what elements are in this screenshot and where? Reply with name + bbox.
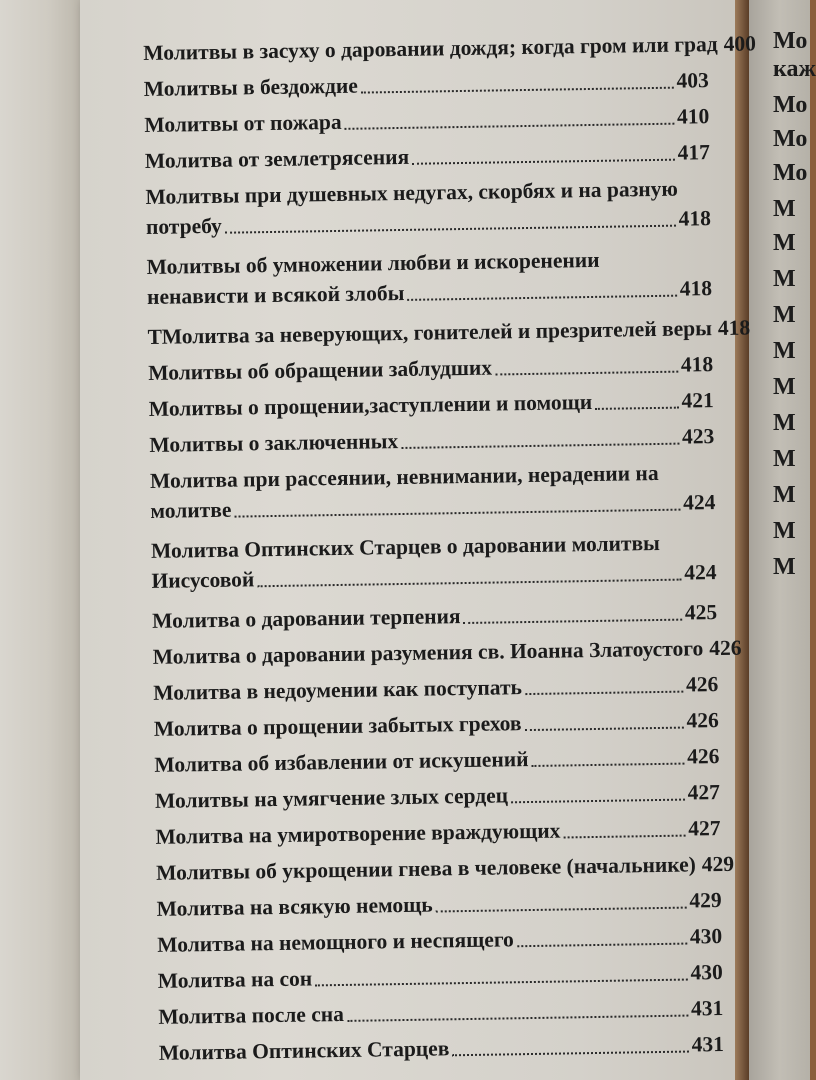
toc-page-number: 430 — [690, 960, 723, 985]
toc-page-number: 421 — [681, 388, 714, 413]
dot-leader — [563, 834, 685, 839]
toc-entry-title: Молитва об избавлении от искушений — [154, 747, 529, 777]
toc-entry — [155, 849, 735, 888]
toc-entry — [145, 173, 711, 242]
dot-leader — [347, 1014, 688, 1022]
toc-page-number: 425 — [684, 600, 718, 625]
toc-page-number: 426 — [686, 708, 719, 733]
facing-page-fragment: М — [773, 410, 796, 436]
dot-leader — [452, 1050, 688, 1057]
facing-page-fragment: М — [773, 338, 796, 364]
toc-entry-title: Молитвы о прощении,заступлении и помощи — [148, 389, 593, 421]
facing-page-fragment: Мо — [773, 126, 808, 152]
toc-entry-title: Молитвы об укрощении гнева в человеке (начальнике) — [155, 852, 697, 885]
toc-entry-title: Молитва Оптинских Старцев — [158, 1036, 450, 1065]
toc-entry — [156, 885, 721, 924]
toc-entry-title: Молитва на умиротворение враждующих — [155, 818, 561, 849]
toc-entry — [155, 813, 720, 852]
toc-entry — [144, 101, 709, 140]
desk-surface — [0, 0, 80, 1080]
toc-page-number: 403 — [676, 68, 709, 93]
toc-entry — [149, 385, 714, 424]
toc-page-number: 400 — [723, 31, 757, 56]
facing-page-fragment: М — [773, 302, 796, 328]
facing-page-fragment: Мо — [773, 92, 808, 118]
toc-entry-title-line1: Молитва Оптинских Старцев о даровании молитвы — [150, 530, 661, 563]
toc-entry-title: Молитвы в засуху о даровании дождя; когда гром или град — [143, 31, 718, 65]
toc-page-number: 424 — [684, 560, 717, 585]
toc-entry — [154, 705, 719, 744]
toc-entry-title-line1: Молитвы при душевных недугах, скорбях и на разную — [145, 176, 679, 209]
dot-leader — [234, 508, 680, 518]
toc-entry-title: Молитва после сна — [158, 1001, 345, 1029]
dot-leader — [345, 122, 674, 130]
facing-page-fragment: Мо — [773, 160, 808, 186]
toc-page-number: 410 — [676, 104, 710, 129]
toc-entry — [154, 741, 719, 780]
toc-page-number: 431 — [690, 996, 724, 1021]
toc-entry-title: ненависти и всякой злобы — [146, 280, 405, 309]
toc-entry — [150, 457, 716, 526]
facing-page-fragment: каж — [773, 56, 816, 82]
dot-leader — [525, 690, 683, 695]
facing-page-fragment: М — [773, 482, 796, 508]
toc-entry — [157, 921, 722, 960]
toc-entry — [144, 65, 709, 104]
toc-entry-title: Молитвы в бездождие — [143, 73, 358, 101]
toc-entry-title: Иисусовой — [151, 567, 255, 593]
toc-page-number: 418 — [679, 276, 713, 301]
toc-entry — [159, 1029, 724, 1068]
toc-page-number: 418 — [678, 206, 712, 231]
toc-page-number: 427 — [687, 780, 721, 805]
toc-page-number: 426 — [686, 744, 720, 769]
toc-entry-title: Молитва на сон — [157, 966, 313, 993]
toc-entry-title: молитве — [150, 497, 232, 523]
toc-entry — [149, 421, 714, 460]
dot-leader — [511, 798, 685, 804]
facing-page-fragment: М — [773, 554, 796, 580]
dot-leader — [595, 406, 678, 410]
toc-entry — [152, 597, 717, 636]
toc-page-number: 429 — [701, 851, 735, 877]
dot-leader — [464, 618, 682, 624]
toc-entry-title-line1: Молитвы об умножении любви и искоренении — [146, 247, 600, 279]
toc-entry-title: Молитва от землетрясения — [144, 144, 410, 173]
toc-entry-title: Молитвы об обращении заблудших — [148, 355, 493, 385]
dot-leader — [412, 158, 675, 165]
toc-entry — [151, 527, 717, 596]
toc-entry — [147, 313, 751, 352]
toc-page-number: 417 — [677, 140, 711, 165]
toc-page-number: 429 — [689, 888, 722, 913]
dot-leader — [401, 442, 679, 449]
toc-page-number: 418 — [717, 315, 751, 341]
book-gutter — [735, 0, 749, 1080]
dot-leader — [361, 86, 674, 94]
toc-entry-title: Молитва о даровании разумения св. Иоанна Златоустого — [152, 636, 704, 669]
toc-page-number: 431 — [691, 1032, 725, 1057]
facing-page-fragment: Мо — [773, 28, 808, 54]
toc-entry — [148, 349, 713, 388]
toc-entry-title-line1: Молитва при рассеянии, невнимании, нерадении на — [149, 460, 659, 493]
toc-entry — [158, 993, 723, 1032]
dot-leader — [257, 578, 681, 588]
toc-page-number: 430 — [689, 924, 723, 949]
facing-page-fragment: М — [773, 446, 796, 472]
toc-entry — [152, 633, 742, 672]
toc-page-number: 427 — [688, 816, 721, 841]
toc-entry — [146, 243, 712, 312]
toc-entry-title: Молитва на немощного и неспящего — [157, 927, 515, 957]
facing-page-fragment: М — [773, 266, 796, 292]
toc-page-number: 424 — [682, 490, 716, 515]
table-of-contents — [143, 29, 757, 1078]
toc-entry-title: Молитвы от пожара — [144, 109, 342, 137]
toc-entry — [158, 957, 723, 996]
toc-entry-title: Молитва в недоумении как поступать — [153, 675, 523, 705]
toc-entry-title: потребу — [145, 213, 223, 239]
toc-entry-title: ТМолитва за неверующих, гонителей и презрителей веры — [147, 316, 713, 349]
toc-page-number: 423 — [681, 424, 715, 449]
toc-entry-title: Молитва о даровании терпения — [151, 604, 461, 633]
dot-leader — [315, 978, 687, 987]
toc-page-number: 426 — [685, 672, 719, 697]
facing-page-fragment: М — [773, 518, 796, 544]
toc-entry — [155, 777, 720, 816]
toc-page-number: 418 — [680, 352, 714, 377]
toc-entry — [153, 669, 718, 708]
toc-entry-title: Молитва о прощении забытых грехов — [153, 711, 522, 741]
dot-leader — [532, 762, 685, 767]
dot-leader — [525, 726, 684, 731]
toc-entry-title: Молитвы на умягчение злых сердец — [154, 783, 509, 813]
toc-entry-title: Молитвы о заключенных — [149, 429, 399, 457]
facing-page — [749, 0, 816, 1080]
facing-page-fragment: М — [773, 230, 796, 256]
facing-page-fragment: М — [773, 196, 796, 222]
dot-leader — [436, 906, 687, 913]
dot-leader — [495, 370, 678, 376]
dot-leader — [407, 294, 676, 301]
facing-page-fragment: М — [773, 374, 796, 400]
toc-entry-title: Молитва на всякую немощь — [156, 892, 433, 921]
toc-page-number: 426 — [709, 635, 742, 661]
dot-leader — [517, 942, 687, 948]
dot-leader — [225, 224, 676, 234]
toc-entry — [145, 137, 710, 176]
